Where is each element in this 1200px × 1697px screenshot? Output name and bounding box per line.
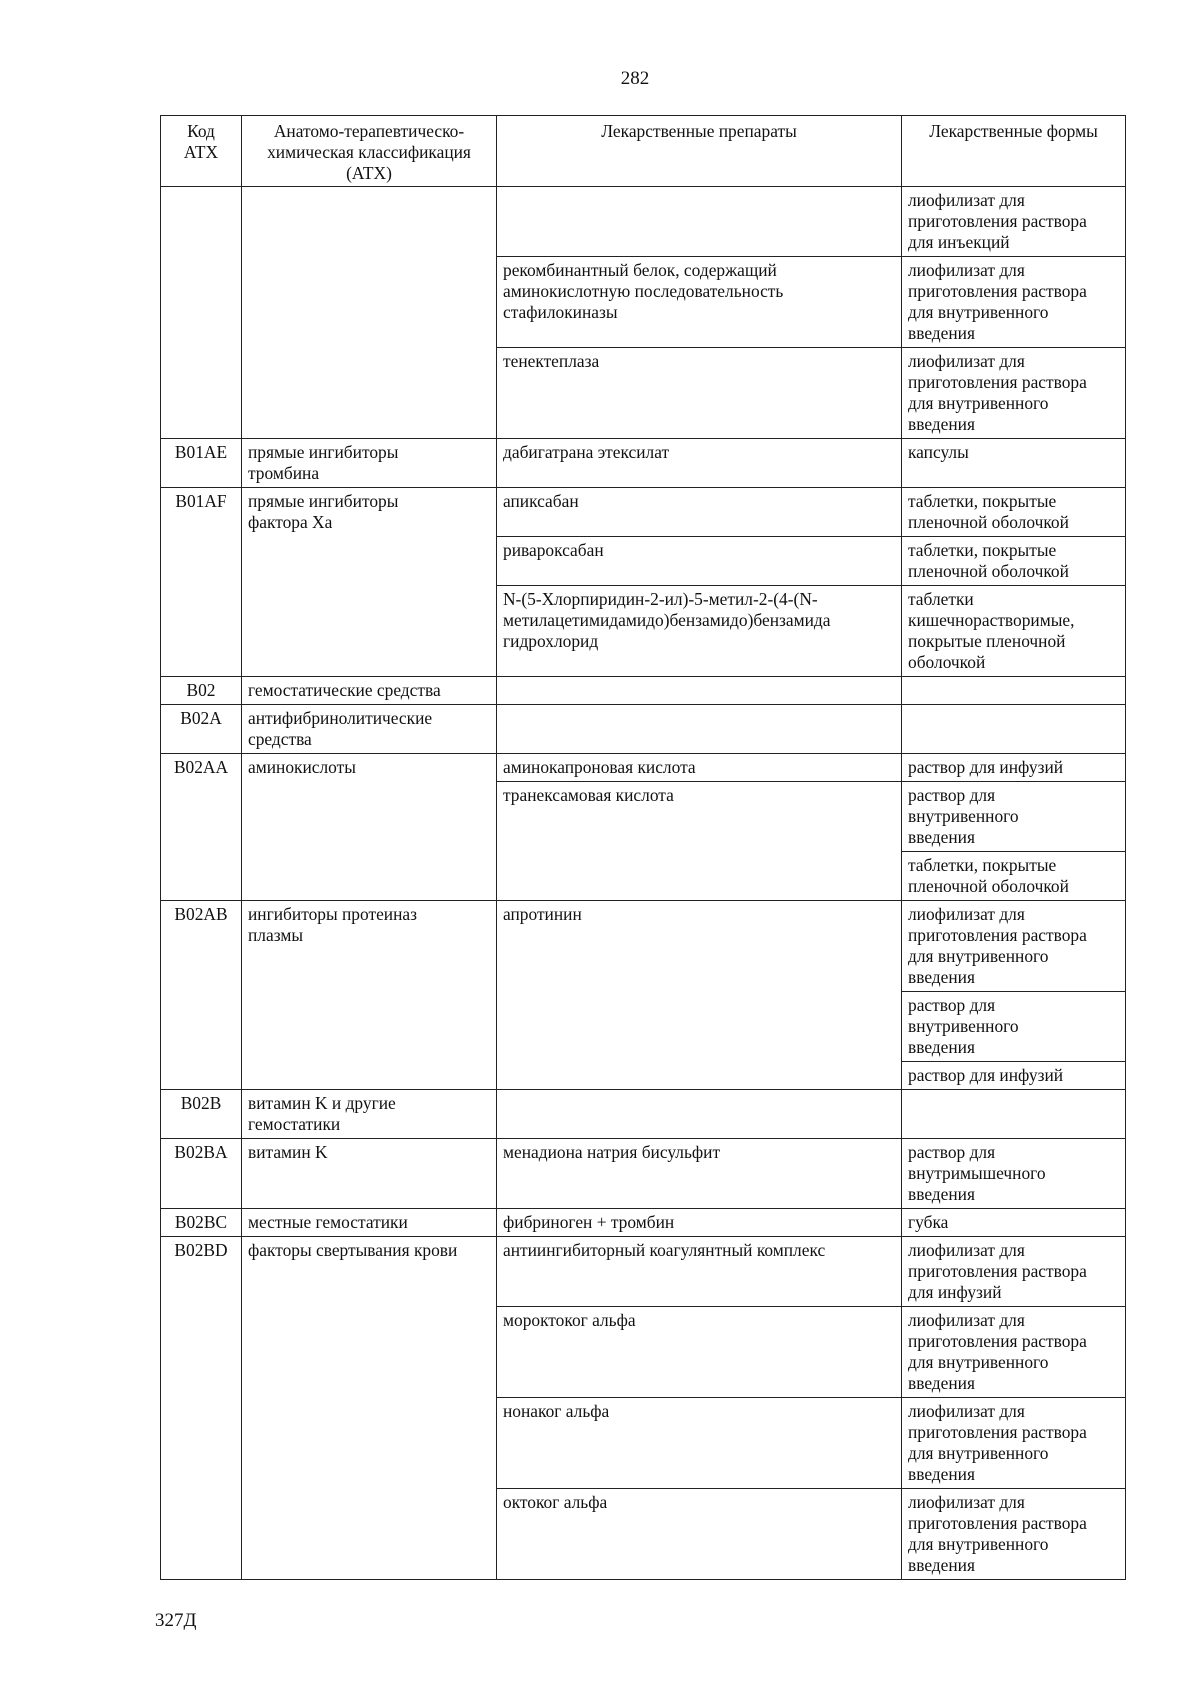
drug-cell bbox=[497, 705, 902, 754]
table-row bbox=[161, 1209, 1126, 1237]
drug-cell bbox=[497, 1090, 902, 1139]
atc-code-cell: B01AF bbox=[161, 488, 242, 677]
table-row bbox=[161, 754, 1126, 782]
atc-class-cell: прямые ингибиторы фактора Xa bbox=[242, 488, 497, 677]
atc-class-cell: антифибринолитические средства bbox=[242, 705, 497, 754]
form-cell: таблетки, покрытые пленочной оболочкой bbox=[902, 488, 1126, 537]
table-row bbox=[161, 677, 1126, 705]
table-row bbox=[161, 488, 1126, 537]
atc-code-cell: B02BC bbox=[161, 1209, 242, 1237]
form-cell bbox=[902, 705, 1126, 754]
form-cell: лиофилизат для приготовления раствора для инфузий bbox=[902, 1237, 1126, 1307]
atc-code-cell bbox=[161, 187, 242, 439]
atc-code-cell: B02 bbox=[161, 677, 242, 705]
drug-cell bbox=[497, 187, 902, 257]
form-cell: лиофилизат для приготовления раствора для внутривенного введения bbox=[902, 1398, 1126, 1489]
table-row bbox=[161, 1090, 1126, 1139]
form-cell: раствор для инфузий bbox=[902, 1062, 1126, 1090]
form-cell: раствор для внутривенного введения bbox=[902, 992, 1126, 1062]
form-cell bbox=[902, 677, 1126, 705]
form-cell: губка bbox=[902, 1209, 1126, 1237]
atc-class-cell: аминокислоты bbox=[242, 754, 497, 901]
drug-cell: аминокапроновая кислота bbox=[497, 754, 902, 782]
table-row bbox=[161, 901, 1126, 992]
drug-cell: ривароксабан bbox=[497, 537, 902, 586]
form-cell: лиофилизат для приготовления раствора для внутривенного введения bbox=[902, 1489, 1126, 1580]
table-row bbox=[161, 705, 1126, 754]
drug-cell: апротинин bbox=[497, 901, 902, 1090]
drug-cell: фибриноген + тромбин bbox=[497, 1209, 902, 1237]
drug-cell: транексамовая кислота bbox=[497, 782, 902, 901]
drug-cell: рекомбинантный белок, содержащий аминокислотную последовательность стафилокиназы bbox=[497, 257, 902, 348]
atc-drug-table bbox=[160, 115, 1126, 1580]
drug-cell: антиингибиторный коагулянтный комплекс bbox=[497, 1237, 902, 1307]
drug-cell: мороктоког альфа bbox=[497, 1307, 902, 1398]
form-cell: таблетки, покрытые пленочной оболочкой bbox=[902, 537, 1126, 586]
header-drugs: Лекарственные препараты bbox=[497, 116, 902, 187]
atc-class-cell: факторы свертывания крови bbox=[242, 1237, 497, 1580]
atc-code-cell: B01AE bbox=[161, 439, 242, 488]
form-cell: таблетки кишечнорастворимые, покрытые пленочной оболочкой bbox=[902, 586, 1126, 677]
form-cell: лиофилизат для приготовления раствора для внутривенного введения bbox=[902, 348, 1126, 439]
document-footer-code: 327Д bbox=[155, 1610, 197, 1631]
form-cell: лиофилизат для приготовления раствора для внутривенного введения bbox=[902, 1307, 1126, 1398]
drug-cell: N-(5-Хлорпиридин-2-ил)-5-метил-2-(4-(N- метилацетимидамидо)бензамидо)бензамида гидрохлорид bbox=[497, 586, 902, 677]
atc-class-cell bbox=[242, 187, 497, 439]
form-cell: лиофилизат для приготовления раствора для внутривенного введения bbox=[902, 901, 1126, 992]
form-cell: таблетки, покрытые пленочной оболочкой bbox=[902, 852, 1126, 901]
atc-code-cell: B02B bbox=[161, 1090, 242, 1139]
drug-cell: октоког альфа bbox=[497, 1489, 902, 1580]
atc-class-cell: ингибиторы протеиназ плазмы bbox=[242, 901, 497, 1090]
table-row bbox=[161, 187, 1126, 257]
form-cell: лиофилизат для приготовления раствора для инъекций bbox=[902, 187, 1126, 257]
form-cell: лиофилизат для приготовления раствора для внутривенного введения bbox=[902, 257, 1126, 348]
atc-class-cell: витамин K и другие гемостатики bbox=[242, 1090, 497, 1139]
form-cell: раствор для внутримышечного введения bbox=[902, 1139, 1126, 1209]
table-row bbox=[161, 439, 1126, 488]
atc-code-cell: B02AA bbox=[161, 754, 242, 901]
atc-class-cell: витамин K bbox=[242, 1139, 497, 1209]
header-atc-class: Анатомо-терапевтическо- химическая классификация (АТХ) bbox=[242, 116, 497, 187]
drug-cell: менадиона натрия бисульфит bbox=[497, 1139, 902, 1209]
drug-cell: дабигатрана этексилат bbox=[497, 439, 902, 488]
form-cell: капсулы bbox=[902, 439, 1126, 488]
table-row bbox=[161, 1237, 1126, 1307]
form-cell: раствор для инфузий bbox=[902, 754, 1126, 782]
atc-code-cell: B02AB bbox=[161, 901, 242, 1090]
table-row bbox=[161, 1139, 1126, 1209]
atc-code-cell: B02BA bbox=[161, 1139, 242, 1209]
table-header-row bbox=[161, 116, 1126, 187]
page-number: 282 bbox=[620, 68, 650, 89]
atc-class-cell: местные гемостатики bbox=[242, 1209, 497, 1237]
drug-cell: нонаког альфа bbox=[497, 1398, 902, 1489]
atc-class-cell: гемостатические средства bbox=[242, 677, 497, 705]
atc-code-cell: B02A bbox=[161, 705, 242, 754]
drug-cell bbox=[497, 677, 902, 705]
atc-code-cell: B02BD bbox=[161, 1237, 242, 1580]
drug-cell: апиксабан bbox=[497, 488, 902, 537]
drug-cell: тенектеплаза bbox=[497, 348, 902, 439]
atc-class-cell: прямые ингибиторы тромбина bbox=[242, 439, 497, 488]
header-code: Код АТХ bbox=[161, 116, 242, 187]
form-cell: раствор для внутривенного введения bbox=[902, 782, 1126, 852]
header-forms: Лекарственные формы bbox=[902, 116, 1126, 187]
form-cell bbox=[902, 1090, 1126, 1139]
